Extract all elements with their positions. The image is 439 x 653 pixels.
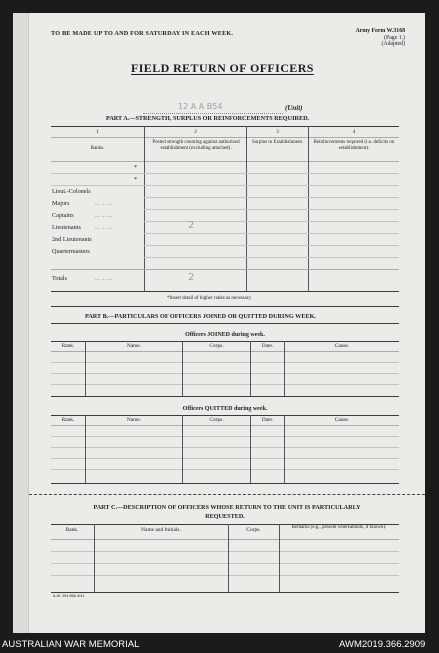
quitted-col-date: Date. xyxy=(261,417,274,423)
footer-institution: AUSTRALIAN WAR MEMORIAL xyxy=(2,639,140,650)
row-rule xyxy=(51,551,399,552)
dots: ... ... ... xyxy=(95,224,113,231)
footer-accession-number: AWM2019.366.2909 xyxy=(339,639,426,650)
row-rule xyxy=(144,197,399,198)
joined-col-rank: Rank. xyxy=(61,343,75,349)
row-rule xyxy=(51,436,399,437)
rule xyxy=(51,291,399,292)
rank-2nd-lieutenants: 2nd Lieutenants xyxy=(52,236,92,243)
row-rule xyxy=(51,458,399,459)
part-a-heading: PART A.—STRENGTH, SURPLUS OR REINFORCEMENTS REQUIRED. xyxy=(106,115,310,122)
part-b-heading: PART B.—PARTICULARS OF OFFICERS JOINED OR QUITTED DURING WEEK. xyxy=(85,313,316,320)
rule xyxy=(51,137,399,138)
row-rule xyxy=(51,269,399,270)
form-adapted: (Adapted) xyxy=(381,41,405,47)
totals-strength: 2 xyxy=(188,272,195,283)
rule xyxy=(51,539,399,540)
form-number: Army Form W.3168 xyxy=(355,28,405,34)
rank-captains: Captains xyxy=(52,212,74,219)
part-c-heading-line1: PART C.—DESCRIPTION OF OFFICERS WHOSE RETURN TO THE UNIT IS PARTICULARLY xyxy=(93,504,361,511)
printer-imprint: A.W. 294 85A 3/41 xyxy=(53,594,85,598)
column-divider xyxy=(279,524,280,592)
unit-handwritten: 12 A A B54 xyxy=(178,102,223,111)
part-c-heading-line2: REQUESTED. xyxy=(205,513,245,520)
form-page: (Page 1.) xyxy=(384,34,405,41)
quitted-title: Officers QUITTED during week. xyxy=(182,406,268,412)
joined-col-corps: Corps. xyxy=(209,343,224,349)
row-rule xyxy=(51,173,399,174)
instruction-text: TO BE MADE UP TO AND FOR SATURDAY IN EACH WEEK. xyxy=(51,30,234,37)
part-c-col-corps: Corps. xyxy=(246,527,261,533)
dots: ... ... ... xyxy=(95,275,113,282)
unit-label: (Unit) xyxy=(285,104,303,112)
part-a-col-number: 2 xyxy=(194,129,197,135)
column-divider xyxy=(250,415,251,483)
rule xyxy=(51,592,399,593)
rule xyxy=(51,306,399,307)
binding-strip xyxy=(13,13,29,633)
row-rule xyxy=(144,245,399,246)
part-c-col-name: Name and Initials. xyxy=(141,527,181,533)
rank-quartermasters: Quartermasters xyxy=(52,248,90,255)
unit-line xyxy=(143,113,283,114)
row-rule xyxy=(144,233,399,234)
form-number-block xyxy=(313,28,405,48)
asterisk: * xyxy=(134,164,138,171)
rank-majors: Majors xyxy=(52,200,70,207)
dots: ... ... ... xyxy=(95,200,113,207)
quitted-col-name: Name. xyxy=(126,417,142,423)
col-header-ranks: Ranks. xyxy=(90,146,105,151)
rule xyxy=(51,351,399,352)
rank-lieut-colonels: Lieut.-Colonels xyxy=(52,188,91,195)
part-c-col-rank: Rank. xyxy=(65,527,79,533)
part-a-col-number: 1 xyxy=(96,129,99,135)
rule xyxy=(51,161,399,162)
row-rule xyxy=(51,575,399,576)
row-rule xyxy=(51,384,399,385)
rule xyxy=(51,425,399,426)
asterisk: * xyxy=(134,176,138,183)
row-rule xyxy=(51,469,399,470)
tear-off-line xyxy=(29,494,425,495)
joined-col-name: Name. xyxy=(126,343,142,349)
totals-label: Totals xyxy=(52,275,68,282)
quitted-col-cause: Cause. xyxy=(334,417,350,423)
rule xyxy=(51,396,399,397)
form-title: FIELD RETURN OF OFFICERS xyxy=(131,61,314,75)
column-divider xyxy=(94,524,95,592)
quitted-col-corps: Corps. xyxy=(209,417,224,423)
column-divider xyxy=(182,415,183,483)
row-rule xyxy=(144,257,399,258)
rule xyxy=(51,323,399,324)
dots: ... ... ... xyxy=(95,212,113,219)
part-c-col-remarks: Remarks (e.g., present whereabouts, if known). xyxy=(291,525,387,530)
column-divider xyxy=(250,341,251,396)
row-rule xyxy=(144,209,399,210)
rule xyxy=(51,483,399,484)
form-page xyxy=(13,13,425,633)
footnote: *Insert detail of higher ranks as necessary. xyxy=(167,296,252,301)
col-header-reinforcements: Reinforcements required (i.e. deficits on establishment). xyxy=(313,140,395,151)
joined-col-cause: Cause. xyxy=(334,343,350,349)
part-a-col-number: 4 xyxy=(352,129,356,135)
row-rule xyxy=(51,185,399,186)
column-divider xyxy=(182,341,183,396)
column-divider xyxy=(228,524,229,592)
rank-lieutenants: Lieutenants xyxy=(52,224,81,231)
part-a-col-number: 3 xyxy=(276,129,279,135)
rule xyxy=(51,126,399,127)
row-rule xyxy=(144,221,399,222)
joined-title: Officers JOINED during week. xyxy=(185,332,265,338)
row-rule xyxy=(51,447,399,448)
column-divider xyxy=(85,341,86,396)
quitted-col-rank: Rank. xyxy=(61,417,75,423)
row-rule xyxy=(51,373,399,374)
column-divider xyxy=(85,415,86,483)
joined-col-date: Date. xyxy=(261,343,274,349)
col-header-posted-strength: Posted strength counting against authorized establishment (excluding attached). xyxy=(152,140,240,151)
column-divider xyxy=(284,415,285,483)
lieutenants-strength: 2 xyxy=(188,220,195,231)
rule xyxy=(51,341,399,342)
row-rule xyxy=(51,563,399,564)
column-divider xyxy=(284,341,285,396)
row-rule xyxy=(51,362,399,363)
col-header-surplus: Surplus to Establishment. xyxy=(251,140,304,145)
rule xyxy=(51,415,399,416)
